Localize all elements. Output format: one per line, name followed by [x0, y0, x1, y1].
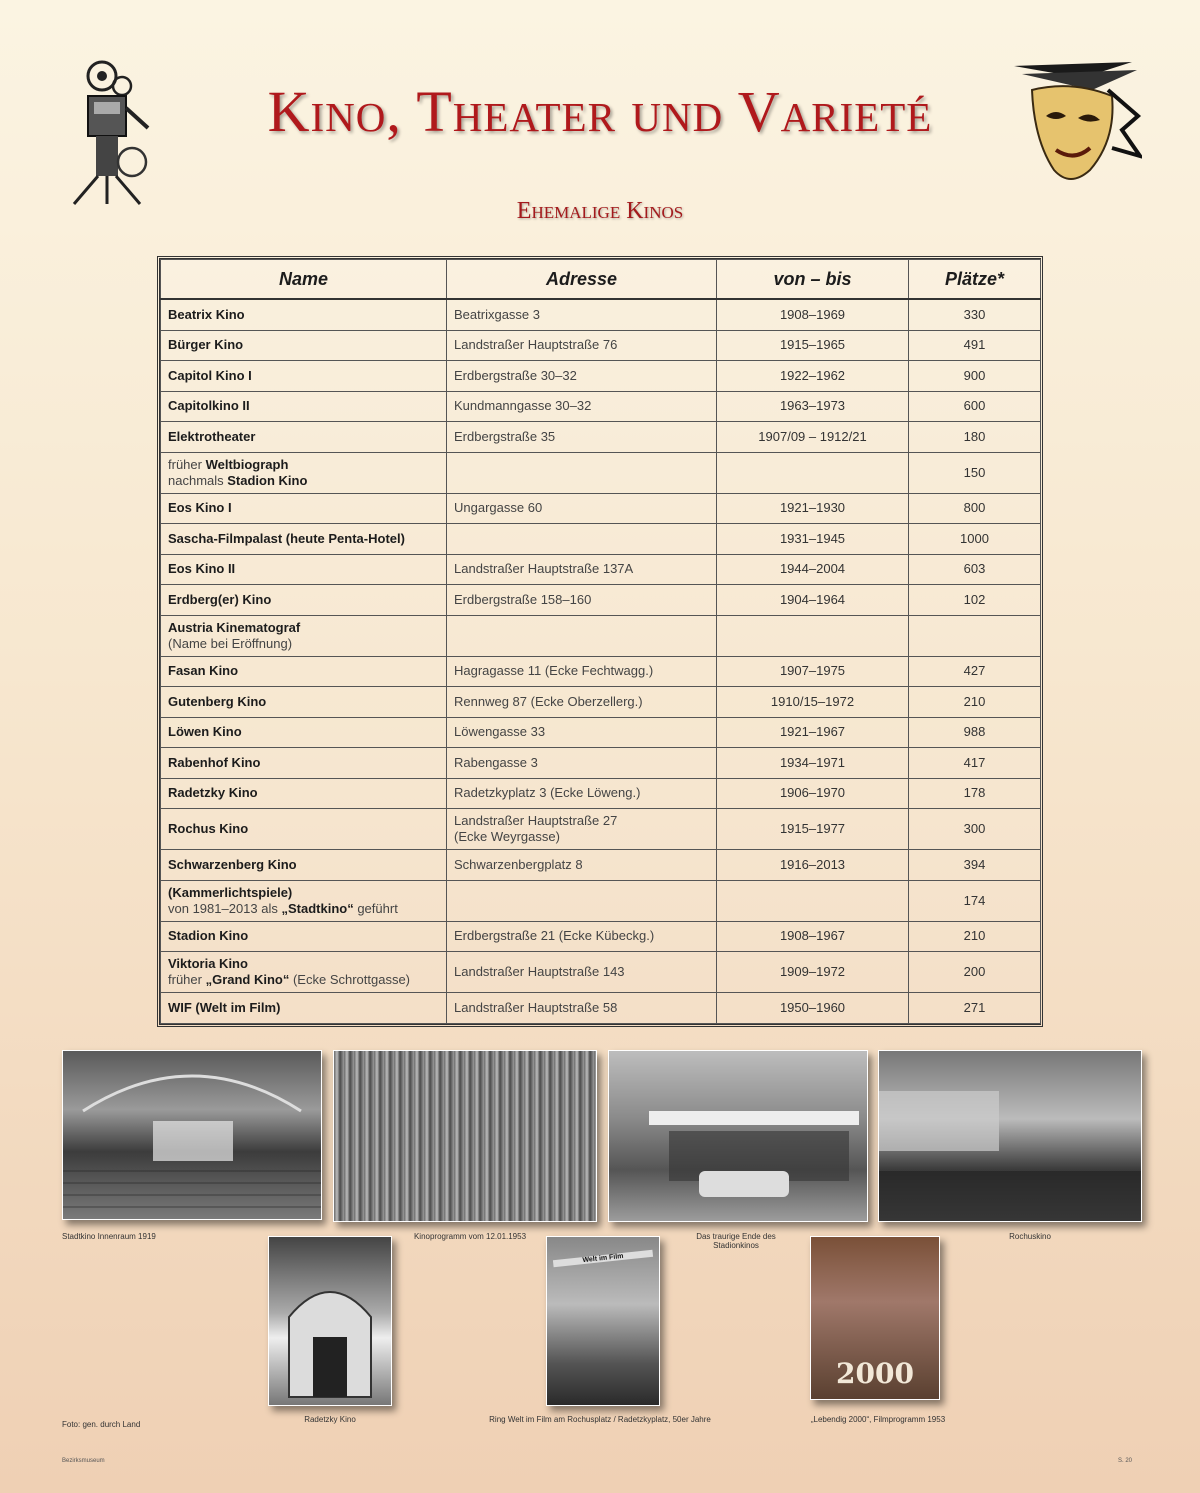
- cell-name: Beatrix Kino: [161, 299, 447, 330]
- table-row: [161, 615, 1041, 656]
- cell-dates: 1931–1945: [717, 524, 909, 555]
- cell-address: Rennweg 87 (Ecke Oberzellerg.): [447, 687, 717, 718]
- cell-address: [447, 524, 717, 555]
- interior-drawing: [63, 1051, 321, 1219]
- table-row: [161, 361, 1041, 392]
- cell-name: Elektrotheater: [161, 422, 447, 453]
- column-header-name: Name: [161, 260, 447, 300]
- cell-dates: 1907–1975: [717, 656, 909, 687]
- building-drawing: [609, 1051, 867, 1221]
- cell-dates: 1916–2013: [717, 850, 909, 881]
- cell-dates: 1921–1967: [717, 717, 909, 748]
- cell-address: Erdbergstraße 30–32: [447, 361, 717, 392]
- table-row: [161, 993, 1041, 1024]
- footer-left: Bezirksmuseum: [62, 1458, 105, 1464]
- cell-name: [161, 452, 447, 493]
- photo-rochuskino: [878, 1050, 1142, 1222]
- cell-address: Hagragasse 11 (Ecke Fechtwagg.): [447, 656, 717, 687]
- cell-name: Löwen Kino: [161, 717, 447, 748]
- cell-dates: [717, 880, 909, 921]
- cell-name: [161, 880, 447, 921]
- cell-name: Gutenberg Kino: [161, 687, 447, 718]
- cell-address-line2: (Ecke Weyrgasse): [454, 829, 560, 844]
- cell-address: Erdbergstraße 35: [447, 422, 717, 453]
- poster-title: 2000: [836, 1357, 914, 1390]
- photo-credit: Foto: gen. durch Land: [62, 1420, 141, 1429]
- cell-seats: 394: [909, 850, 1041, 881]
- cell-name: Eos Kino I: [161, 493, 447, 524]
- cell-name: Sascha-Filmpalast (heute Penta-Hotel): [161, 524, 447, 555]
- cell-name: Stadion Kino: [161, 921, 447, 952]
- column-header-address: Adresse: [447, 260, 717, 300]
- cell-seats: 210: [909, 921, 1041, 952]
- cell-seats: 150: [909, 452, 1041, 493]
- cell-address: Löwengasse 33: [447, 717, 717, 748]
- cell-name: Schwarzenberg Kino: [161, 850, 447, 881]
- cell-address: Landstraßer Hauptstraße 143: [447, 952, 717, 993]
- table-row: [161, 717, 1041, 748]
- cell-seats: 271: [909, 993, 1041, 1024]
- radetzky-drawing: [269, 1237, 391, 1405]
- table-row: [161, 748, 1041, 779]
- cell-seats: 603: [909, 554, 1041, 585]
- cell-address: Ungargasse 60: [447, 493, 717, 524]
- cell-seats: 1000: [909, 524, 1041, 555]
- cell-name: [161, 615, 447, 656]
- cell-dates: 1915–1965: [717, 330, 909, 361]
- cinema-table: [160, 259, 1041, 1024]
- cell-name: [161, 952, 447, 993]
- cell-name-note: geführt: [353, 900, 398, 916]
- column-header-dates: von – bis: [717, 260, 909, 300]
- theater-mask-illustration: [1012, 60, 1142, 196]
- cell-name: Bürger Kino: [161, 330, 447, 361]
- table-row: [161, 656, 1041, 687]
- photo-caption: Das traurige Ende des Stadionkinos: [696, 1232, 776, 1250]
- photo-caption: Rochuskino: [1009, 1232, 1051, 1241]
- cell-address: Beatrixgasse 3: [447, 299, 717, 330]
- cell-seats: [909, 615, 1041, 656]
- cell-name-note: (Name bei Eröffnung): [168, 635, 293, 651]
- table-row: [161, 921, 1041, 952]
- film-projector-illustration: [60, 58, 160, 206]
- cell-name: Eos Kino II: [161, 554, 447, 585]
- cell-seats: 174: [909, 880, 1041, 921]
- cell-name-note-bold: „Grand Kino“: [205, 972, 290, 987]
- cell-address: [447, 452, 717, 493]
- column-header-seats: Plätze*: [909, 260, 1041, 300]
- table-row: [161, 809, 1041, 850]
- photo-caption: Radetzky Kino: [304, 1415, 356, 1424]
- table-header-row: [161, 260, 1041, 300]
- cell-address: Erdbergstraße 158–160: [447, 585, 717, 616]
- cell-seats: 300: [909, 809, 1041, 850]
- cell-dates: [717, 452, 909, 493]
- rochuskino-drawing: [879, 1051, 1141, 1221]
- cell-seats: 491: [909, 330, 1041, 361]
- cell-dates: 1904–1964: [717, 585, 909, 616]
- cell-dates: 1934–1971: [717, 748, 909, 779]
- table-row: [161, 880, 1041, 921]
- cell-seats: 102: [909, 585, 1041, 616]
- cell-dates: 1908–1967: [717, 921, 909, 952]
- cell-address: Landstraßer Hauptstraße 76: [447, 330, 717, 361]
- cell-name-note: (Ecke Schrottgasse): [289, 972, 411, 987]
- cell-seats: 900: [909, 361, 1041, 392]
- cell-address: [447, 615, 717, 656]
- cell-address: Landstraßer Hauptstraße 58: [447, 993, 717, 1024]
- cell-dates: 1922–1962: [717, 361, 909, 392]
- cell-dates: 1908–1969: [717, 299, 909, 330]
- cell-address: Kundmanngasse 30–32: [447, 391, 717, 422]
- cell-address: [447, 809, 717, 850]
- welt-im-film-sign: Welt im Film: [553, 1250, 653, 1267]
- section-subtitle: Ehemalige Kinos: [516, 198, 684, 224]
- table-row: [161, 422, 1041, 453]
- cell-address: Schwarzenbergplatz 8: [447, 850, 717, 881]
- cell-name: Rochus Kino: [161, 809, 447, 850]
- cell-address: Landstraßer Hauptstraße 137A: [447, 554, 717, 585]
- cell-name: Capitol Kino I: [161, 361, 447, 392]
- cell-seats: 427: [909, 656, 1041, 687]
- cell-name: WIF (Welt im Film): [161, 993, 447, 1024]
- cell-dates: 1963–1973: [717, 391, 909, 422]
- footer-right: S. 20: [1118, 1458, 1133, 1464]
- cell-dates: 1907/09 – 1912/21: [717, 422, 909, 453]
- page-title: Kino, Theater und Varieté: [267, 79, 933, 144]
- cell-name-secondary: Stadion Kino: [227, 472, 308, 488]
- table-row: [161, 493, 1041, 524]
- table-row: [161, 850, 1041, 881]
- cell-address: Radetzkyplatz 3 (Ecke Löweng.): [447, 778, 717, 809]
- photo-caption: „Lebendig 2000“, Filmprogramm 1953: [810, 1415, 946, 1424]
- photo-caption: Kinoprogramm vom 12.01.1953: [413, 1232, 527, 1241]
- cell-address: Erdbergstraße 21 (Ecke Kübeckg.): [447, 921, 717, 952]
- cell-name-note: von 1981–2013 als: [168, 900, 282, 916]
- cell-name: Radetzky Kino: [161, 778, 447, 809]
- table-row: [161, 778, 1041, 809]
- cell-dates: 1910/15–1972: [717, 687, 909, 718]
- table-row: [161, 452, 1041, 493]
- photo-stadion-kino-end: [608, 1050, 868, 1222]
- cell-seats: 600: [909, 391, 1041, 422]
- table-row: [161, 554, 1041, 585]
- cell-name-note: früher: [168, 972, 206, 987]
- photo-radetzky-kino: [268, 1236, 392, 1406]
- cell-dates: 1909–1972: [717, 952, 909, 993]
- cell-name-note-bold: „Stadtkino“: [281, 900, 354, 916]
- cell-name: Rabenhof Kino: [161, 748, 447, 779]
- table-row: [161, 299, 1041, 330]
- cell-dates: [717, 615, 909, 656]
- cell-seats: 330: [909, 299, 1041, 330]
- photo-stadtkino-interior: [62, 1050, 322, 1220]
- cell-seats: 417: [909, 748, 1041, 779]
- cell-name: Erdberg(er) Kino: [161, 585, 447, 616]
- table-row: [161, 585, 1041, 616]
- cell-seats: 200: [909, 952, 1041, 993]
- cell-seats: 178: [909, 778, 1041, 809]
- photo-film-program-2000: [810, 1236, 940, 1400]
- cell-seats: 800: [909, 493, 1041, 524]
- table-row: [161, 330, 1041, 361]
- table-row: [161, 524, 1041, 555]
- cell-seats: 988: [909, 717, 1041, 748]
- table-row: [161, 952, 1041, 993]
- photo-welt-im-film: [546, 1236, 660, 1406]
- photo-caption: Ring Welt im Film am Rochusplatz / Radetzkyplatz, 50er Jahre: [489, 1415, 711, 1424]
- cell-address: Rabengasse 3: [447, 748, 717, 779]
- cell-dates: 1921–1930: [717, 493, 909, 524]
- cell-name-prefix: früher: [168, 456, 206, 472]
- cell-name-prefix: nachmals: [168, 472, 228, 488]
- cell-address-line1: Landstraßer Hauptstraße 27: [454, 813, 618, 828]
- cell-dates: 1950–1960: [717, 993, 909, 1024]
- photo-caption: Stadtkino Innenraum 1919: [62, 1232, 156, 1241]
- cell-dates: 1915–1977: [717, 809, 909, 850]
- cell-name-main: Viktoria Kino: [168, 956, 248, 971]
- table-row: [161, 391, 1041, 422]
- table-row: [161, 687, 1041, 718]
- cell-name-main: Weltbiograph: [205, 456, 289, 472]
- cell-dates: 1944–2004: [717, 554, 909, 585]
- cell-name: Fasan Kino: [161, 656, 447, 687]
- cell-address: [447, 880, 717, 921]
- cell-seats: 210: [909, 687, 1041, 718]
- cell-dates: 1906–1970: [717, 778, 909, 809]
- cell-name-main: (Kammerlichtspiele): [168, 884, 293, 900]
- cinema-table-frame: [157, 256, 1043, 1027]
- photo-cinema-program: [333, 1050, 597, 1222]
- cell-name: Capitolkino II: [161, 391, 447, 422]
- cell-name-main: Austria Kinematograf: [168, 619, 301, 635]
- cell-seats: 180: [909, 422, 1041, 453]
